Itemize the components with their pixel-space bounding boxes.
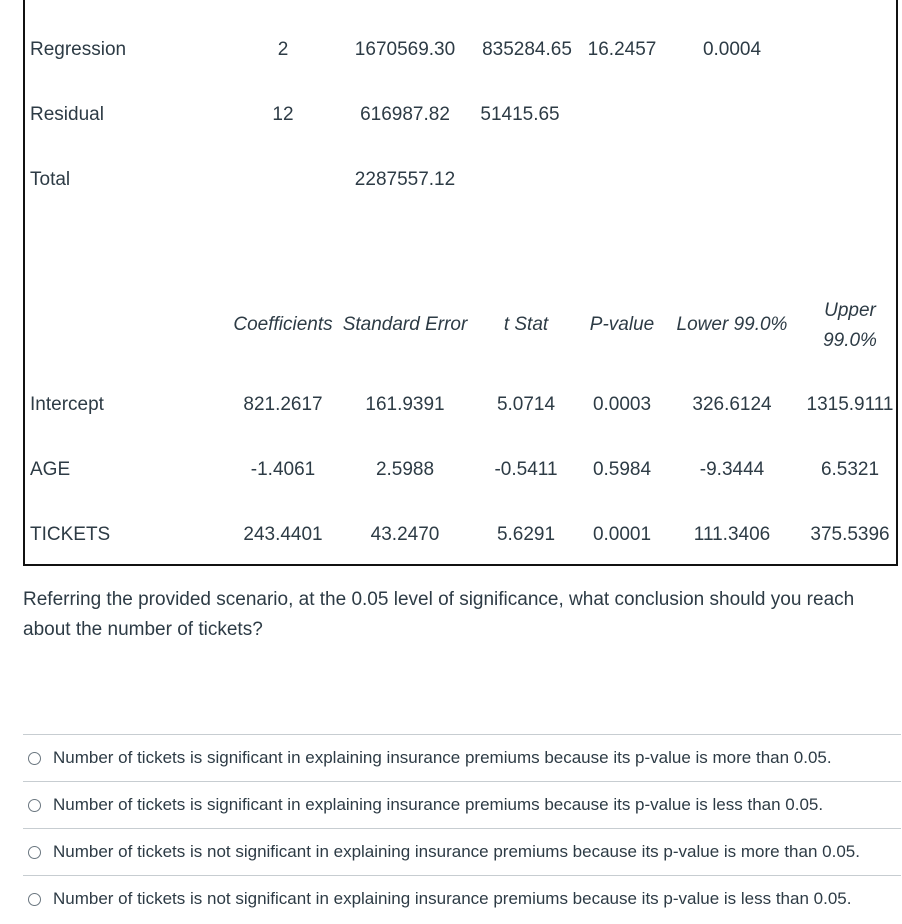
anova-row-label-residual: Residual [30,104,104,125]
header-coefficients: Coefficients [233,314,333,335]
radio-button-icon[interactable] [28,799,41,812]
answer-option-1[interactable] [23,734,901,781]
radio-button-icon[interactable] [28,846,41,859]
p-value-tickets: 0.0001 [592,524,652,545]
anova-row-label-total: Total [30,169,71,190]
answer-options [23,734,901,922]
answer-option-label: Number of tickets is significant in explaining insurance premiums because its p-value is less than 0.05. [53,795,824,814]
header-p-value: P-value [589,314,655,335]
coef-value-intercept: 821.2617 [243,394,323,415]
anova-ms-regression: 835284.65 [482,39,572,60]
t-value-age: -0.5411 [494,459,558,480]
answer-option-4[interactable] [23,875,901,922]
p-value-intercept: 0.0003 [592,394,652,415]
anova-ss-regression: 1670569.30 [354,39,456,60]
se-value-tickets: 43.2470 [370,524,440,545]
coef-row-label-intercept: Intercept [30,394,104,415]
radio-button-icon[interactable] [28,893,41,906]
anova-ms-residual: 51415.65 [480,104,560,125]
upper-value-intercept: 1315.9111 [806,394,894,415]
anova-df-residual: 12 [272,104,294,125]
coef-value-age: -1.4061 [250,459,316,480]
answer-option-2[interactable] [23,781,901,828]
p-value-age: 0.5984 [592,459,652,480]
header-upper-99-line1: Upper [824,300,876,321]
header-upper-99-line2: 99.0% [823,330,877,351]
regression-output-table [23,0,898,566]
header-t-stat: t Stat [503,314,549,335]
coef-row-label-tickets: TICKETS [30,524,111,545]
lower-value-intercept: 326.6124 [692,394,772,415]
answer-option-label: Number of tickets is not significant in explaining insurance premiums because its p-value is more than 0.05. [53,842,860,861]
t-value-tickets: 5.6291 [496,524,556,545]
header-lower-99: Lower 99.0% [676,314,788,335]
coef-row-label-age: AGE [30,459,71,480]
question-text: Referring the provided scenario, at the 0.05 level of significance, what conclusion should you reach about the number of tickets? [23,589,855,640]
upper-value-age: 6.5321 [820,459,880,480]
upper-value-tickets: 375.5396 [810,524,890,545]
se-value-age: 2.5988 [375,459,435,480]
anova-ss-residual: 616987.82 [360,104,450,125]
answer-option-3[interactable] [23,828,901,875]
anova-significance-f: 0.0004 [702,39,762,60]
lower-value-tickets: 111.3406 [693,524,771,545]
lower-value-age: -9.3444 [699,459,765,480]
header-standard-error: Standard Error [342,314,468,335]
anova-row-label-regression: Regression [30,39,127,60]
anova-ss-total: 2287557.12 [354,169,456,190]
se-value-intercept: 161.9391 [365,394,445,415]
answer-option-label: Number of tickets is significant in explaining insurance premiums because its p-value is more than 0.05. [53,748,832,767]
anova-f-regression: 16.2457 [587,39,657,60]
anova-df-regression: 2 [277,39,289,60]
radio-button-icon[interactable] [28,752,41,765]
answer-option-label: Number of tickets is not significant in explaining insurance premiums because its p-value is less than 0.05. [53,889,852,908]
coef-value-tickets: 243.4401 [243,524,323,545]
t-value-intercept: 5.0714 [496,394,556,415]
